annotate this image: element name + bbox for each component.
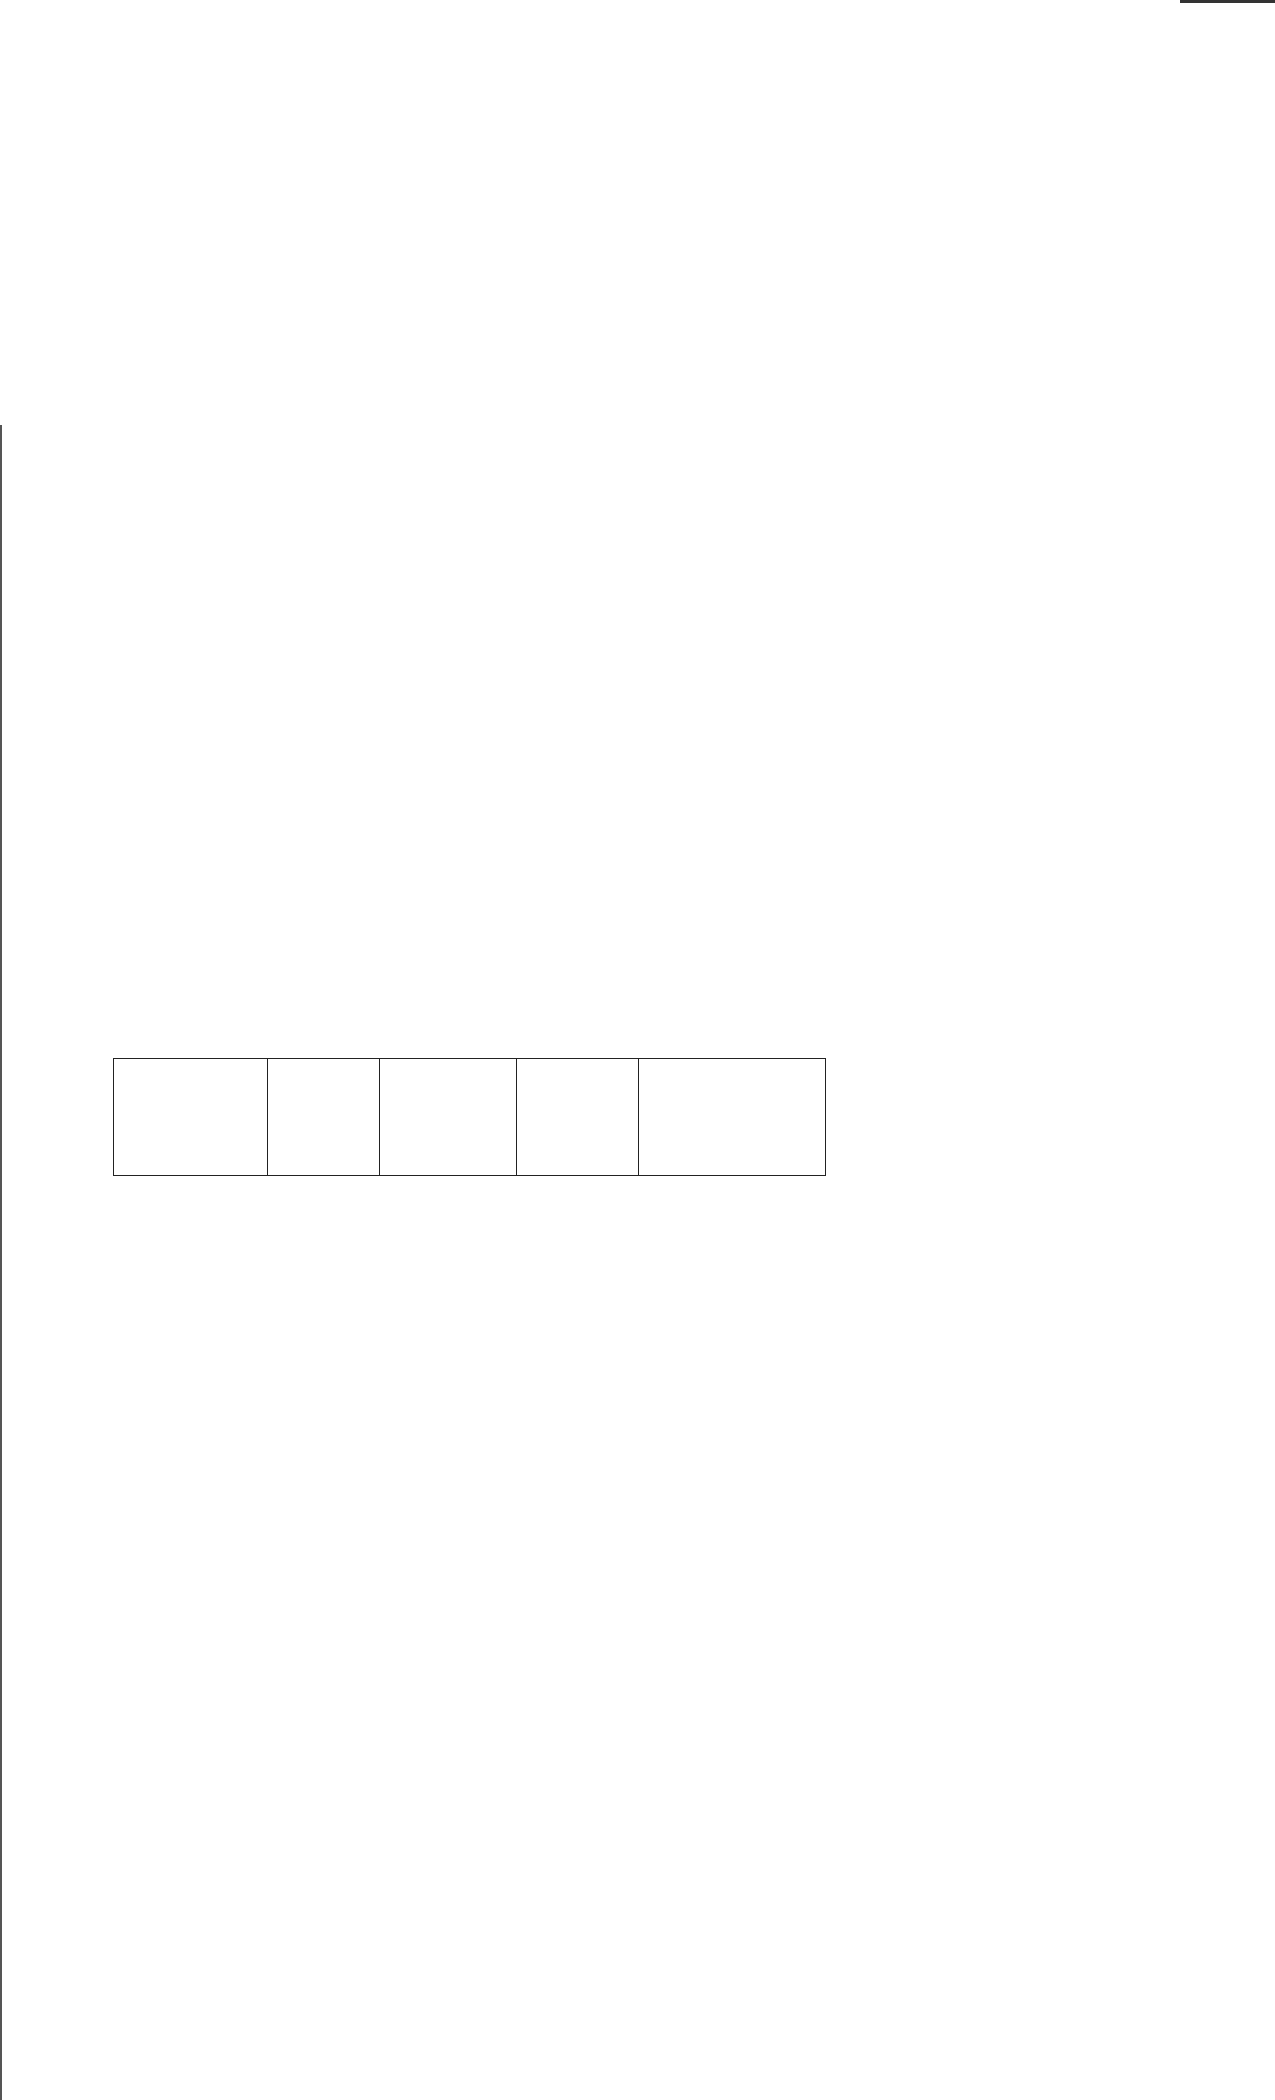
header-symbol xyxy=(380,1059,517,1176)
table-header-row xyxy=(114,1059,826,1176)
header-common xyxy=(517,1059,639,1176)
header-example xyxy=(639,1059,826,1176)
header-chord xyxy=(114,1059,268,1176)
scan-mark xyxy=(1180,0,1275,3)
header-structure xyxy=(268,1059,380,1176)
scan-edge xyxy=(0,425,2,2100)
chord-table xyxy=(113,1058,826,1176)
